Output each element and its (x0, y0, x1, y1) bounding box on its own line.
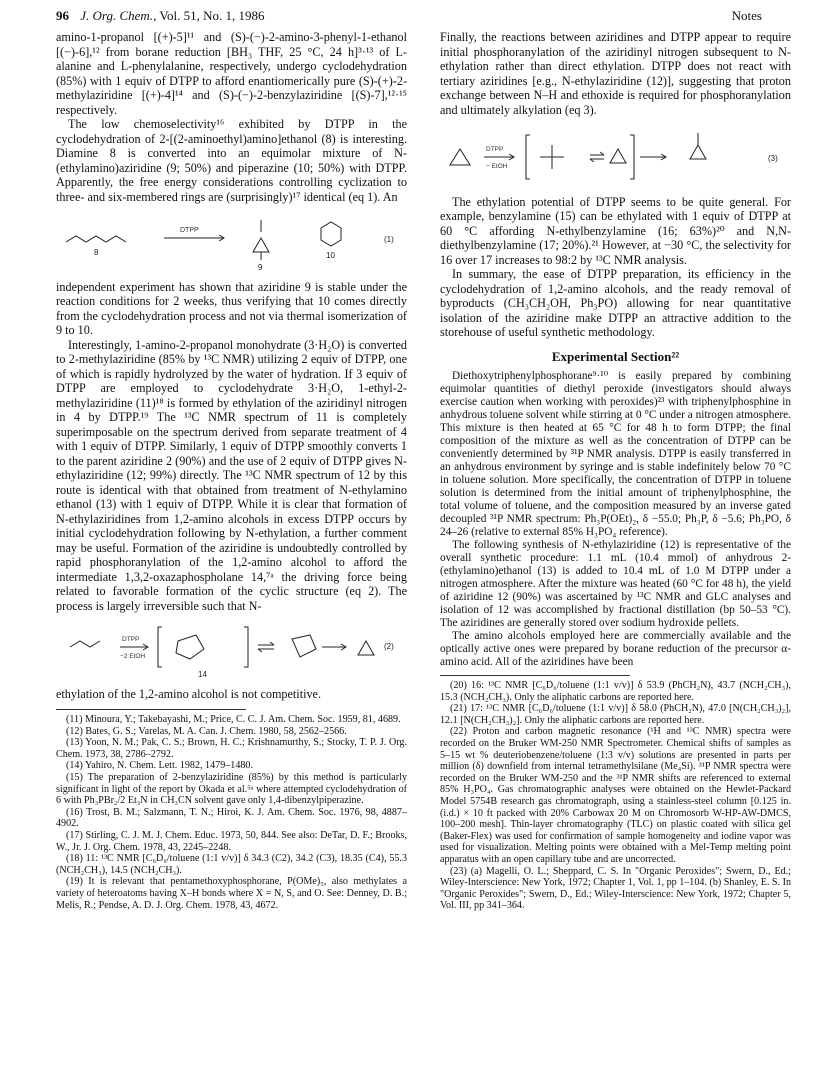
eq2-byproduct: −2 EtOH (120, 653, 146, 660)
equation-2 (56, 617, 407, 683)
left-column (56, 30, 407, 911)
paragraph: Interestingly, 1-amino-2-propanol monohydrate (3·H₂O) is converted to 2-methylaziridine (85% by ¹³C NMR) utilizing 2 equiv of DTPP, one of which is rapidly hydrolyzed by the water of hydration. If 3 equiv of DTPP are employed to cyclodehydrate 3·H₂O, 1-ethyl-2-methylaziridine (11)¹⁸ is formed by ethylation of the aziridinyl nitrogen in 4 by DTPP.¹⁹ The ¹³C NMR spectrum of 11 is completely superimposable on the spectrum derived from separate treatment of 4 with 1 equiv of DTPP. Similarly, 1 equiv of DTPP smoothly converts 1 to the parent aziridine 2 (90%) and the use of 2 equiv of DTPP gives N-ethylaziridine (12; 99%) directly. The ¹³C NMR spectrum of 12 by this route is identical with that obtained from treatment of N-ethylamino ethanol (13) with 1 equiv of DTPP. While it is clear that formation of N-ethylaziridines from 1,2-amino alcohols in excess DTPP occurs by initial cyclodehydration following by N-ethylation, a further comment may be useful. Formation of the aziridine is undoubtedly controlled by rapid phosphoranylation of the 1,2-amino alcohol to afford the intermediate 1,3,2-oxazaphospholane 14,⁷ᵃ the driving force being related to favorable formation of the cyclic structure (eq 2). The process is largely irreversible such that N- (56, 337, 407, 613)
eq2-reagent: DTPP (122, 636, 140, 643)
footnote: (14) Yahiro, N. Chem. Lett. 1982, 1479–1480. (66, 760, 254, 772)
paragraph: The ethylation potential of DTPP seems to be quite general. For example, benzylamine (15) can be ethylated with 1 equiv of DTPP at 60 °C affording N-ethylbenzylamine (16; 63%)²⁰ and N,N-diethylbenzylamine (17; 20%).²¹ However, at −30 °C, the selectivity for 16 over 17 increases to 98:2 by ¹³C NMR analysis. (440, 194, 791, 267)
paragraph: amino-1-propanol [(+)-5]¹¹ and (S)-(−)-2-amino-3-phenyl-1-ethanol [(−)-6],¹² from borane reduction [BH₃ THF, 25 °C, 24 h]³·¹³ of L-alanine and L-phenylalanine, respectively, undergo cyclodehydration (85%) with 1 equiv of DTPP to afford enantiomerically pure (S)-(+)-2-methylaziridine [(+)-4]¹⁴ and (S)-(−)-2-benzylaziridine [(S)-7],¹²·¹⁵ respectively. (56, 30, 407, 117)
page-number: 96 (56, 8, 69, 23)
paragraph: The low chemoselectivity¹⁶ exhibited by DTPP in the cyclodehydration of 2-[(2-aminoethyl)amino]ethanol (8) is interesting. Diamine 8 is converted into an equimolar mixture of N-(ethylamino)aziridine (9; 50%) and piperazine (10; 50%) with DTPP. Apparently, the free energy considerations controlling cyclization to three- and six-membered rings are (surprisingly)¹⁷ identical (eq 1). An (56, 117, 407, 204)
journal-volume: Vol. 51, No. 1, 1986 (159, 8, 265, 23)
footnote: (13) Yoon, N. M.; Pak, C. S.; Brown, H. C.; Krishnamurthy, S.; Stocky, T. P. J. Org. Chem. 1973, 38, 2786–2792. (56, 737, 407, 760)
footnote: (16) Trost, B. M.; Salzmann, T. N.; Hiroi, K. J. Am. Chem. Soc. 1976, 98, 4887–4902. (56, 806, 407, 830)
footnote: (15) The preparation of 2-benzylaziridine (85%) by this method is particularly significant in light of the report by Okada et al.⁵ᵃ where attempted cyclodehydration of 6 with Ph₃PBr₂/2 Et₃N in CH₃CN solvent gave only 1,4-dibenzylpiperazine. (56, 771, 407, 807)
experimental-body (440, 370, 791, 669)
eq2-label-14: 14 (198, 670, 207, 679)
paragraph: independent experiment has shown that aziridine 9 is stable under the reaction conditions for 2 weeks, thus verifying that 10 comes directly from the cyclodehydration process and not via thermal isomerization of 9 to 10. (56, 279, 407, 337)
footnote: (22) Proton and carbon magnetic resonance (¹H and ¹³C NMR) spectra were recorded on the Bruker WM-250 NMR Spectrometer. Chemical shifts of samples as 5–15 wt % deuteriobenzene/toluene (1:3 v/v) solutions are presented in parts per million (δ) downfield from internal tetramethylsilane (Me₄Si). ³¹P NMR spectra were recorded on the Bruker WM-250 and the ³¹P NMR shifts are referenced to external 85% H₃PO₄. Gas chromatographic analyses were obtained on the Hewlet-Packard Model 5754B research gas chromatograph, using a stainless-steel column [0.125 in. (i.d.) × 10 ft packed with 20% Carbowax 20 M on Chromosorb W-HP-AW-DMCS, 100–200 mesh]. Thin-layer chromatography (TLC) on plastic coated with silica gel (Baker-Flex) was used for confirmation of sample homogeneity and iodine vapor was used for visualization. Melting points were obtained with a Mel-Temp melting point apparatus with an open capillary tube and are uncorrected. (440, 726, 791, 865)
footnote-rule (440, 675, 630, 676)
eq1-label-8: 8 (94, 248, 99, 257)
paragraph: ethylation of the 1,2-amino alcohol is not competitive. (56, 686, 322, 701)
eq1-reagent: DTPP (180, 227, 199, 234)
footnote: (20) 16: ¹³C NMR [C₆D₆/toluene (1:1 v/v)] δ 53.9 (PhCH₂N), 43.7 (NCH₂CH₃), 15.3 (NCH₂CH₃). Only the aliphatic carbons are reported here. (440, 680, 791, 703)
footnote: (17) Stirling, C. J. M. J. Chem. Educ. 1973, 50, 844. See also: DeTar, D. F.; Brooks, W., Jr. J. Org. Chem. 1978, 43, 2245–2248. (56, 829, 407, 853)
journal-name: J. Org. Chem., (80, 8, 157, 23)
footnote-rule (56, 709, 246, 710)
header-left (56, 8, 265, 24)
footnote: (19) It is relevant that pentamethoxyphosphorane, P(OMe)₅, also methylates a variety of heteroatoms having X–H bonds where X = N, S, and O. See: Denney, D. B.; Melis, R.; Pendse, A. D. J. Org. Chem. 1978, 43, 4672. (56, 876, 407, 911)
paragraph: The amino alcohols employed here are commercially available and the optically active ones were prepared by borane reduction of the precursor α-amino acid. All of the aziridines have been (440, 630, 791, 668)
paragraph: Diethoxytriphenylphosphorane⁹·¹⁰ is easily prepared by combining equimolar quantities of diethyl peroxide (investigators should always exercise caution when working with peroxides)²³ with triphenylphosphine in anhydrous toluene solvent while stirring at 0 °C under a nitrogen atmosphere. This mixture is then heated at 65 °C for 48 h to form DTPP; the final composition of the mixture as well as the concentration of DTPP can be conveniently determined by ³¹P NMR analysis. DTPP is easily transferred in an anhydrous environment by syringe and is stable indefinitely below 70 °C in toluene solution. More specifically, the concentration of DTPP in toluene solution is determined from the initial amount of triphenylphosphine, the total volume of toluene, and the composition measured by an inverse gated decoupled ³¹P NMR spectrum: Ph₃P(OEt)₂, δ −55.0; Ph₃P, δ −5.6; Ph₃PO, δ 24–26 (relative to external 85% H₃PO₄ reference). (440, 370, 791, 538)
paragraph: The following synthesis of N-ethylaziridine (12) is representative of the overall synthetic procedure: 1.1 mL (10.4 mmol) of anhydrous 2-(ethylamino)ethanol (13) is added to 10.4 mL of 1.0 M DTPP under a nitrogen atmosphere. After the mixture was heated (60 °C for 48 h), the yield of aziridine 12 (90%) was ascertained by ¹³C NMR and GLC analyses and isolation of 12 was accomplished by fractional distillation (bp 50–53 °C). The aziridines are generally stored over sodium hydroxide pellets. (440, 539, 791, 629)
eq3-number: (3) (768, 154, 778, 163)
running-header (56, 8, 762, 26)
paragraph: In summary, the ease of DTPP preparation, its efficiency in the cyclodehydration of 1,2-amino alcohols, and the ready removal of byproducts (CH₃CH₂OH, Ph₃PO) allowing for near quantitative isolation of the aziridine make DTPP an attractive addition to the storehouse of useful synthetic methodology. (440, 267, 791, 339)
section-heading: Experimental Section²² (551, 348, 680, 364)
equation-1 (56, 208, 407, 276)
footnote: (18) 11: ¹³C NMR [C₆D₆/toluene (1:1 v/v)] δ 34.3 (C2), 34.2 (C3), 18.35 (C4), 55.3 (NCH₂CH₃), 14.5 (NCH₂CH₃). (56, 853, 407, 876)
footnote: (12) Bates, G. S.; Varelas, M. A. Can. J. Chem. 1980, 58, 2562–2566. (66, 725, 347, 737)
eq1-number: (1) (384, 235, 394, 244)
eq1-label-10: 10 (326, 251, 335, 260)
footnote: (11) Minoura, Y.; Takebayashi, M.; Price, C. C. J. Am. Chem. Soc. 1959, 81, 4689. (66, 714, 401, 725)
footnote: (23) (a) Magelli, O. L.; Sheppard, C. S. In "Organic Peroxides"; Swern, D., Ed.; Wiley-Interscience: New York, 1972; Chapter 1, Vol. 1, pp 1–104. (b) Shanley, E. S. In "Organic Peroxides"; Swern, D., Ed.; Wiley-Interscience: New York, 1972; Chapter 5, Vol. III, pp 341–364. (440, 865, 791, 912)
paragraph: Finally, the reactions between aziridines and DTPP appear to require initial phosphoranylation of the aziridinyl nitrogen subsequent to N-ethylation rather than direct ethylation. DTPP does not react with tertiary aziridines [e.g., N-ethylaziridine (12)], suggesting that proton exchange between N–H and ethoxide is required for phosphoranylation and ultimately alkylation (eq 3). (440, 30, 791, 117)
footnote: (21) 17: ¹³C NMR [C₆D₆/toluene (1:1 v/v)] δ 58.0 (PhCH₂N), 47.0 [N(CH₂CH₃)₂], 12.1 [N(CH₂CH₃)₂]. Only the aliphatic carbons are reported here. (440, 703, 791, 726)
eq2-number: (2) (384, 642, 394, 651)
right-column (440, 30, 791, 912)
eq3-reagent: DTPP (486, 146, 504, 153)
footnotes-right (440, 680, 791, 912)
eq3-byproduct: − EtOH (486, 163, 508, 170)
section-label: Notes (731, 8, 762, 23)
equation-3 (440, 121, 791, 191)
eq1-label-9: 9 (258, 263, 263, 272)
footnotes-left (56, 714, 407, 911)
